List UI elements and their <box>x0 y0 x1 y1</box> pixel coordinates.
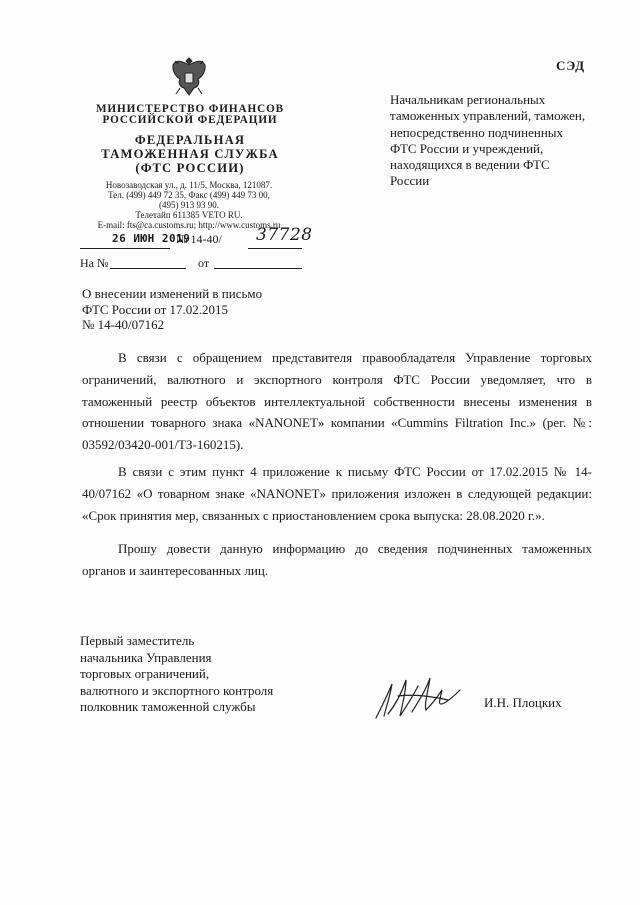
body-paragraph-2: В связи с этим пункт 4 приложение к письму ФТС России от 17.02.2015 № 14-40/07162 «О товарном знаке «NANONET» приложения изложен в следующей редакции: «Срок принятия мер, связанных с приостановлением срока выпуска: 28.08.2020 г.». <box>82 463 592 523</box>
registration-number-prefix: № 14-40/ <box>176 232 222 246</box>
reference-number-label: На № <box>80 256 109 270</box>
address-line-1: Новозаводская ул., д. 11/5, Москва, 121087. <box>105 180 273 190</box>
subject-block <box>82 286 262 333</box>
body-paragraph-1: В связи с обращением представителя правообладателя Управление торговых ограничений, валютного и экспортного контроля ФТС России уведомляет, что в таможенный реестр объектов интеллектуальной собственности внесены изменения в отношении товарного знака «NANONET» компании «Cummins Filtration Inc.» (рег. №: 03592/03420-001/ТЗ-160215). <box>82 350 592 453</box>
address-line-2: Тел. (499) 449 72 35, Факс (499) 449 73 00, <box>108 190 270 200</box>
sed-stamp: СЭД <box>556 58 586 73</box>
signer-line-2: начальника Управления <box>80 649 212 665</box>
signer-block <box>80 633 273 716</box>
address-line-3: (495) 913 93 90. <box>159 200 219 210</box>
signer-line-1: Первый заместитель <box>80 633 195 648</box>
address-block <box>58 180 320 230</box>
service-line-2: ТАМОЖЕННАЯ СЛУЖБА <box>101 147 279 161</box>
letter-body <box>82 347 592 582</box>
signer-line-5: полковник таможенной службы <box>80 699 256 715</box>
registration-date: 26 ИЮН 2019 <box>112 232 191 245</box>
subject-line-3: № 14-40/07162 <box>82 317 165 332</box>
subject-line-2: ФТС России от 17.02.2015 <box>82 301 229 317</box>
ministry-header <box>82 104 298 126</box>
handwritten-signature-icon <box>368 666 468 726</box>
signer-line-3: торговых ограничений, <box>80 666 210 682</box>
service-line-1: ФЕДЕРАЛЬНАЯ <box>134 133 246 147</box>
double-headed-eagle-emblem-icon <box>170 55 208 99</box>
date-underline <box>80 248 170 249</box>
service-header <box>82 133 298 175</box>
number-underline <box>248 248 302 249</box>
registration-number-handwritten: 37728 <box>256 225 313 245</box>
address-line-5: E-mail: fts@ca.customs.ru; http://www.customs.ru <box>97 220 281 230</box>
recipients-block: Начальникам региональных таможенных управлений, таможен, непосредственно подчиненных ФТС России и учреждений, находящихся в ведении ФТС России <box>390 92 586 189</box>
ministry-line-2: РОССИЙСКОЙ ФЕДЕРАЦИИ <box>102 114 278 126</box>
address-line-4: Телетайп 611385 VETO RU. <box>135 210 243 220</box>
subject-line-1: О внесении изменений в письмо <box>82 286 263 301</box>
service-line-3: (ФТС РОССИИ) <box>135 161 245 175</box>
signer-name: И.Н. Плоцких <box>484 695 562 710</box>
reference-date-line <box>214 268 302 269</box>
reference-number-line <box>110 268 186 269</box>
body-paragraph-3: Прошу довести данную информацию до сведения подчиненных таможенных органов и заинтересованных лиц. <box>82 541 592 579</box>
reference-date-label: от <box>198 256 210 270</box>
ministry-line-1: МИНИСТЕРСТВО ФИНАНСОВ <box>95 103 285 115</box>
signer-line-4: валютного и экспортного контроля <box>80 682 274 698</box>
